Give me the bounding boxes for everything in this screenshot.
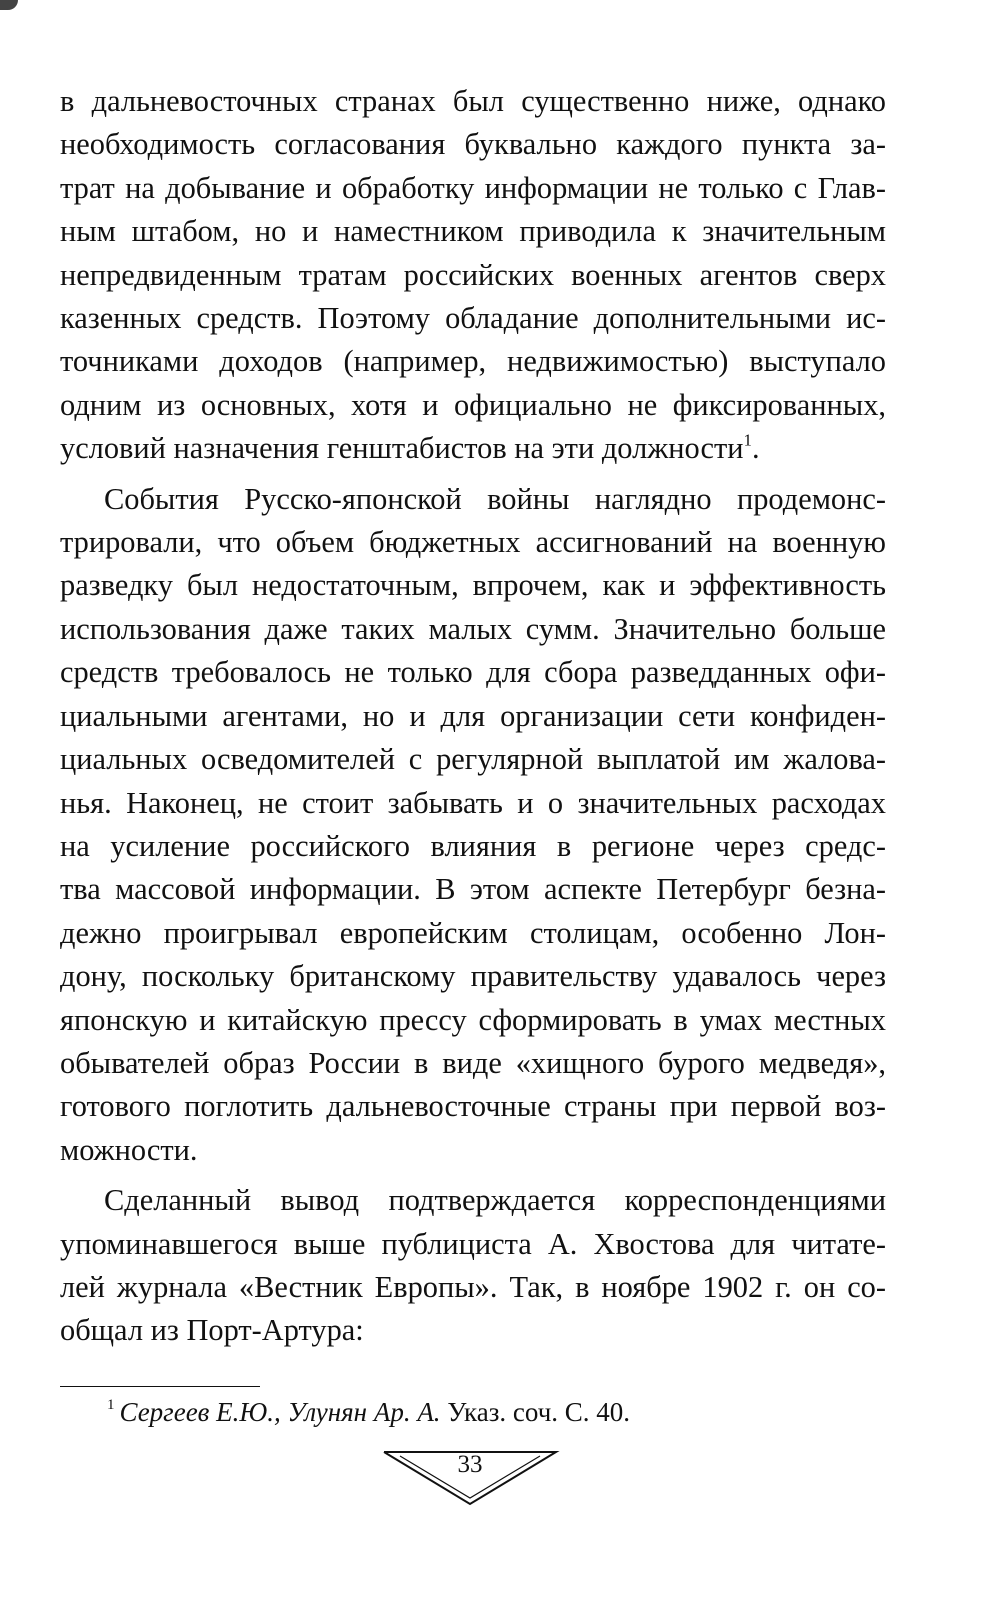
body-text xyxy=(60,80,886,1353)
text-line: События Русско-японской войны наглядно продемонс- xyxy=(104,481,886,516)
text-line: обывателей образ России в виде «хищного бурого медведя», xyxy=(60,1045,886,1080)
text-line: тва массовой информации. В этом аспекте Петербург безна- xyxy=(60,872,886,907)
footnote-reference[interactable]: 1 xyxy=(743,430,752,450)
text-line: готового поглотить дальневосточные страны при первой воз- xyxy=(60,1089,886,1124)
page-number: 33 xyxy=(457,1451,483,1478)
footnote xyxy=(107,1396,630,1428)
text-line xyxy=(60,427,886,470)
text-line: использования даже таких малых сумм. Значительно больше xyxy=(60,611,886,646)
text-line-content: условий назначения генштабистов на эти должности xyxy=(60,431,744,466)
paragraph-1 xyxy=(60,80,886,471)
text-line: общал из Порт-Артура: xyxy=(60,1313,364,1348)
text-line: можности. xyxy=(60,1132,198,1167)
text-line: трировали, что объем бюджетных ассигнований на военную xyxy=(60,525,886,560)
text-line: дежно проигрывал европейским столицам, особенно Лон- xyxy=(60,915,886,950)
text-line: одним из основных, хотя и официально не фиксированных, xyxy=(60,387,886,422)
text-line: трат на добывание и обработку информации не только с Глав- xyxy=(60,170,886,205)
footnote-number: 1 xyxy=(107,1397,115,1413)
text-line: ным штабом, но и наместником приводила к значительным xyxy=(60,214,886,249)
text-line: на усиление российского влияния в регионе через средс- xyxy=(60,828,886,863)
footnote-text: Указ. соч. С. 40. xyxy=(447,1397,631,1427)
footnote-authors: Сергеев Е.Ю., Улунян Ар. А. xyxy=(119,1397,441,1427)
text-line: необходимость согласования буквально каждого пункта за- xyxy=(60,127,886,162)
paragraph-3 xyxy=(60,1179,886,1353)
text-line: точниками доходов (например, недвижимостью) выступало xyxy=(60,344,886,379)
text-line: лей журнала «Вестник Европы». Так, в ноябре 1902 г. он со- xyxy=(60,1269,886,1304)
text-line: непредвиденным тратам российских военных агентов сверх xyxy=(60,257,886,292)
text-line: нья. Наконец, не стоит забывать и о значительных расходах xyxy=(60,785,886,820)
sentence-end: . xyxy=(752,431,760,466)
scan-corner-mark xyxy=(0,0,18,10)
paragraph-2 xyxy=(60,478,886,1173)
text-line: разведку был недостаточным, впрочем, как и эффективность xyxy=(60,568,886,603)
text-line: упоминавшегося выше публициста А. Хвостова для читате- xyxy=(60,1226,886,1261)
text-line: циальными агентами, но и для организации сети конфиден- xyxy=(60,698,886,733)
text-line: дону, поскольку британскому правительству удавалось через xyxy=(60,959,886,994)
text-line: японскую и китайскую прессу сформировать в умах местных xyxy=(60,1002,886,1037)
page-number-ornament xyxy=(380,1446,560,1510)
text-line: в дальневосточных странах был существенно ниже, однако xyxy=(60,84,886,118)
text-line: Сделанный вывод подтверждается корреспонденциями xyxy=(104,1183,886,1218)
text-line: циальных осведомителей с регулярной выплатой им жалова- xyxy=(60,742,886,777)
text-line: средств требовалось не только для сбора разведданных офи- xyxy=(60,655,886,690)
footnote-divider xyxy=(60,1386,260,1387)
text-line: казенных средств. Поэтому обладание дополнительными ис- xyxy=(60,301,886,336)
